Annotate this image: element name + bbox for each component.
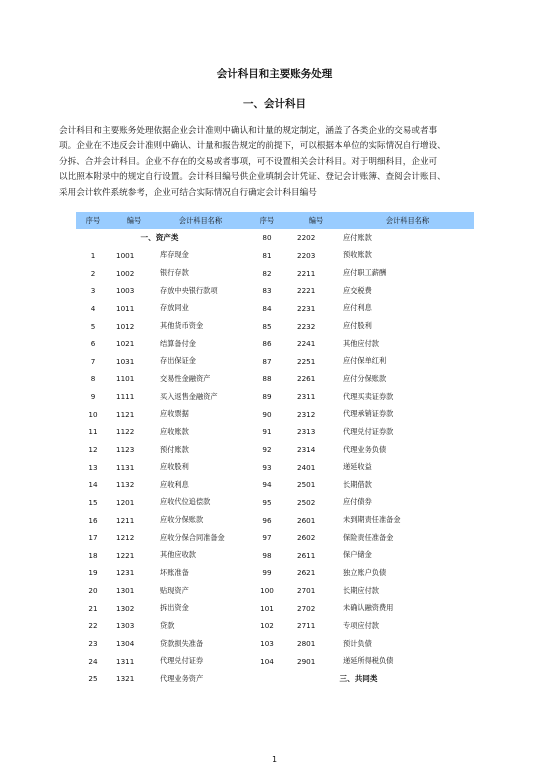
cell-name: 递延收益 (343, 462, 372, 472)
cell-seq: 6 (90, 339, 96, 349)
cell-code: 2621 (297, 568, 316, 578)
cell-code: 1231 (116, 568, 135, 578)
cell-seq: 97 (262, 533, 272, 543)
cell-seq: 87 (262, 356, 272, 366)
cell-name: 应收代位追偿款 (160, 497, 211, 507)
cell-seq: 98 (262, 550, 272, 560)
accounts-table (76, 212, 474, 688)
cell-seq: 12 (88, 445, 98, 454)
table-row (76, 617, 474, 635)
table-row (76, 423, 474, 441)
cell-seq: 99 (262, 568, 272, 578)
cell-code: 1031 (116, 356, 135, 366)
cell-name: 应收票据 (160, 409, 189, 419)
cell-name: 独立账户负债 (343, 567, 387, 577)
cell-name: 代理业务资产 (160, 673, 204, 683)
cell-seq: 10 (88, 409, 98, 419)
intro-line: 分拆、合并会计科目。企业不存在的交易或者事项，可不设置相关会计科目。对于明细科目，企业可 (59, 156, 438, 167)
cell-code: 1111 (116, 392, 135, 402)
cell-name: 应付职工薪酬 (343, 268, 387, 278)
cell-name: 交易性金融资产 (160, 373, 211, 383)
cell-code: 2314 (297, 445, 316, 454)
cell-name: 存放中央银行款项 (160, 285, 218, 295)
header-code: 编号 (110, 212, 158, 229)
cell-seq: 101 (260, 603, 274, 613)
table-row (76, 441, 474, 459)
cell-seq: 102 (260, 621, 274, 631)
header-seq: 序号 (76, 212, 110, 229)
table-row (76, 300, 474, 318)
cell-code: 2601 (297, 515, 316, 525)
page-number: 1 (271, 755, 278, 764)
table-row (76, 335, 474, 353)
cell-name: 贴现资产 (160, 585, 189, 595)
table-row (76, 652, 474, 670)
cell-code: 2232 (297, 321, 316, 331)
cell-name: 长期借款 (343, 479, 372, 489)
table-row (76, 670, 474, 688)
cell-name: 递延所得税负债 (343, 656, 394, 666)
cell-code: 2313 (297, 427, 316, 437)
cell-code: 2701 (297, 586, 316, 596)
cell-seq: 82 (262, 268, 272, 278)
cell-seq: 103 (260, 639, 274, 649)
cell-seq: 25 (88, 674, 98, 684)
table-row (76, 317, 474, 335)
cell-code: 1304 (116, 639, 135, 649)
cell-name: 应付保单红利 (343, 356, 387, 366)
table-row (76, 529, 474, 547)
cell-code: 2401 (297, 462, 316, 472)
cell-name: 坏账准备 (160, 567, 189, 577)
cell-name: 买入返售金融资产 (160, 391, 218, 401)
cell-code: 1201 (116, 497, 135, 507)
cell-seq: 21 (88, 603, 98, 613)
cell-code: 1003 (116, 286, 135, 296)
table-row (76, 547, 474, 565)
cell-code: 2311 (297, 392, 316, 402)
cell-seq: 15 (88, 497, 98, 507)
cell-seq: 81 (262, 250, 272, 260)
cell-name: 结算备付金 (160, 338, 196, 348)
table-row (76, 458, 474, 476)
cell-name: 代理承销证券款 (343, 409, 394, 419)
cell-seq: 7 (90, 356, 96, 366)
table-header-row (76, 212, 474, 229)
cell-name: 应交税费 (343, 285, 372, 295)
table-row (76, 264, 474, 282)
cell-seq: 8 (90, 374, 96, 384)
cell-code: 1001 (116, 250, 135, 260)
cell-name: 贷款损失准备 (160, 638, 204, 648)
cell-seq: 89 (262, 392, 272, 402)
cell-code: 1321 (116, 674, 135, 684)
cell-seq: 16 (88, 515, 98, 525)
cell-code: 2501 (297, 480, 316, 490)
table-row (76, 388, 474, 406)
header-name: 会计科目名称 (158, 212, 243, 229)
cell-name: 其他应付款 (343, 338, 379, 348)
cell-seq: 11 (88, 427, 98, 437)
cell-code: 2251 (297, 356, 316, 366)
cell-code: 1002 (116, 268, 135, 278)
cell-seq: 14 (88, 480, 98, 490)
cell-code: 1211 (116, 515, 135, 525)
cell-seq: 9 (90, 392, 96, 402)
table-row (76, 476, 474, 494)
cell-code: 1221 (116, 550, 135, 560)
cell-name: 库存现金 (160, 250, 189, 260)
cell-seq: 80 (262, 233, 272, 243)
cell-name: 应收分保合同准备金 (160, 532, 225, 542)
cell-name: 长期应付款 (343, 585, 379, 595)
cell-code: 1212 (116, 533, 135, 543)
cell-seq: 17 (88, 533, 98, 543)
cell-code: 1132 (116, 480, 135, 490)
cell-name: 应付债券 (343, 497, 372, 507)
cell-code: 2702 (297, 603, 316, 613)
table-row (76, 247, 474, 265)
cell-seq: 84 (262, 303, 272, 313)
cell-name: 应付股利 (343, 321, 372, 331)
cell-code: 2231 (297, 303, 316, 313)
cell-seq: 90 (262, 409, 272, 419)
cell-name: 应付账款 (343, 232, 372, 242)
cell-code: 2602 (297, 533, 316, 543)
cell-seq: 104 (260, 656, 274, 666)
document-title: 会计科目和主要账务处理 (216, 68, 333, 80)
table-row (76, 582, 474, 600)
table-row (76, 599, 474, 617)
cell-code: 1021 (116, 339, 135, 349)
cell-seq: 5 (90, 321, 96, 331)
table-row (76, 352, 474, 370)
cell-name: 保险责任准备金 (343, 532, 394, 542)
cell-name: 保户储金 (343, 550, 372, 560)
cell-name: 拆出资金 (160, 603, 189, 613)
cell-name: 预付账款 (160, 444, 189, 454)
cell-code: 1131 (116, 462, 135, 472)
cell-name: 存放同业 (160, 303, 189, 313)
cell-code: 1012 (116, 321, 135, 331)
table-row (76, 635, 474, 653)
cell-code: 2203 (297, 250, 316, 260)
cell-name: 预计负债 (343, 638, 372, 648)
cell-name: 应付分保账款 (343, 373, 387, 383)
cell-name: 其他货币资金 (160, 321, 204, 331)
cell-name: 应收股利 (160, 462, 189, 472)
table-row (76, 405, 474, 423)
table-row (76, 370, 474, 388)
cell-seq: 83 (262, 286, 272, 296)
cell-seq: 88 (262, 374, 272, 384)
cell-name: 应收分保账款 (160, 515, 204, 525)
cell-code: 1121 (116, 409, 135, 419)
cell-seq: 92 (262, 445, 272, 454)
cell-seq: 18 (88, 550, 98, 560)
cell-seq: 4 (90, 303, 96, 313)
cell-code: 1123 (116, 445, 135, 454)
cell-code: 1101 (116, 374, 135, 384)
cell-seq: 85 (262, 321, 272, 331)
cell-code: 2901 (297, 656, 316, 666)
intro-line: 项。企业在不违反会计准则中确认、计量和报告规定的前提下，可以根据本单位的实际情况自行增设、 (59, 141, 446, 152)
cell-code: 2261 (297, 374, 316, 384)
cell-seq: 2 (90, 268, 96, 278)
table-row (76, 282, 474, 300)
table-row (76, 229, 474, 247)
cell-seq: 93 (262, 462, 272, 472)
cell-seq: 24 (88, 656, 98, 666)
category-heading: 一、资产类 (140, 233, 179, 243)
category-heading: 三、共同类 (339, 674, 378, 684)
cell-seq: 3 (90, 286, 96, 296)
cell-code: 2211 (297, 268, 316, 278)
cell-name: 应收利息 (160, 479, 189, 489)
cell-seq: 1 (90, 250, 96, 260)
cell-code: 2711 (297, 621, 316, 631)
cell-seq: 91 (262, 427, 272, 437)
header-name: 会计科目名称 (341, 212, 474, 229)
cell-name: 应收账款 (160, 426, 189, 436)
table-row (76, 564, 474, 582)
cell-name: 专项应付款 (343, 620, 379, 630)
cell-name: 贷款 (160, 620, 175, 630)
cell-name: 代理兑付证券 (160, 656, 204, 666)
cell-code: 1303 (116, 621, 135, 631)
cell-code: 2202 (297, 233, 316, 243)
table-row (76, 494, 474, 512)
cell-name: 银行存款 (160, 268, 189, 278)
cell-name: 未确认融资费用 (343, 603, 394, 613)
cell-seq: 22 (88, 621, 98, 631)
cell-name: 其他应收款 (160, 550, 196, 560)
cell-seq: 19 (88, 568, 98, 578)
cell-seq: 95 (262, 497, 272, 507)
cell-code: 2801 (297, 639, 316, 649)
cell-seq: 96 (262, 515, 272, 525)
cell-name: 应付利息 (343, 303, 372, 313)
header-seq: 序号 (243, 212, 291, 229)
cell-seq: 13 (88, 462, 98, 472)
cell-seq: 20 (88, 586, 98, 596)
header-code: 编号 (291, 212, 341, 229)
cell-code: 2221 (297, 286, 316, 296)
section-title: 一、会计科目 (243, 98, 306, 110)
cell-name: 存出保证金 (160, 356, 196, 366)
cell-code: 1122 (116, 427, 135, 437)
cell-name: 代理业务负债 (343, 444, 387, 454)
intro-line: 以比照本附录中的规定自行设置。会计科目编号供企业填制会计凭证、登记会计账簿、查阅会计账目、 (59, 172, 446, 183)
cell-code: 2611 (297, 550, 316, 560)
cell-code: 2502 (297, 497, 316, 507)
cell-seq: 23 (88, 639, 98, 649)
cell-code: 1301 (116, 586, 135, 596)
intro-line: 会计科目和主要账务处理依据企业会计准则中确认和计量的规定制定，涵盖了各类企业的交易或者事 (59, 126, 438, 136)
cell-name: 未到期责任准备金 (343, 515, 401, 525)
cell-code: 1311 (116, 656, 135, 666)
cell-seq: 100 (260, 586, 274, 596)
cell-name: 代理买卖证券款 (343, 391, 394, 401)
cell-seq: 86 (262, 339, 272, 349)
cell-seq: 94 (262, 480, 272, 490)
cell-name: 预收账款 (343, 250, 372, 260)
table-row (76, 511, 474, 529)
cell-code: 1302 (116, 603, 135, 613)
intro-line: 采用会计软件系统参考，企业可结合实际情况自行确定会计科目编号 (59, 187, 317, 198)
cell-name: 代理兑付证券款 (343, 426, 394, 436)
cell-code: 2241 (297, 339, 316, 349)
intro-paragraph (59, 124, 495, 201)
cell-code: 2312 (297, 409, 316, 419)
cell-code: 1011 (116, 303, 135, 313)
